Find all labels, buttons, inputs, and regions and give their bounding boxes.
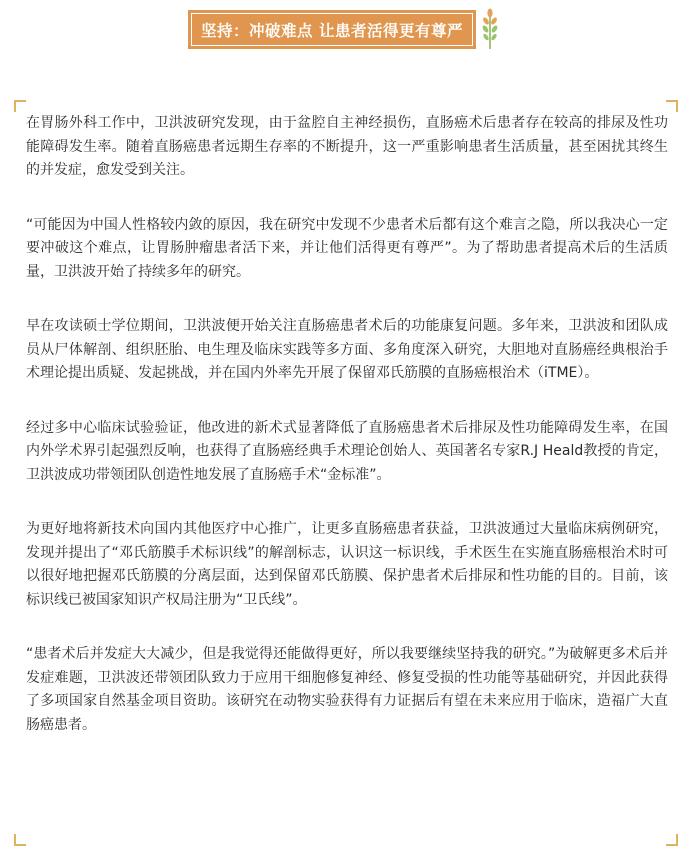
paragraph-3: 早在攻读硕士学位期间，卫洪波便开始关注直肠癌患者术后的功能康复问题。多年来，卫洪波和团队成员从尸体解剖、组织胚胎、电生理及临床实践等多方面、多角度深入研究，大胆地对直肠癌经典根治手术理论提出质疑、发起挑战，并在国内外率先开展了保留邓氏筋膜的直肠癌根治术（iTME）。: [26, 318, 668, 381]
frame-corner-bottom-left: [14, 834, 26, 846]
paragraph-6: “患者术后并发症大大减少，但是我觉得还能做得更好，所以我要继续坚持我的研究。”为破解更多术后并发症难题，卫洪波还带领团队致力于应用干细胞修复神经、修复受损的性功能等基础研究，并因此获得了多项国家自然基金项目资助。该研究在动物实验获得有力证据后有望在未来应用于临床，造福广大直肠癌患者。: [26, 646, 668, 733]
frame-corner-top-right: [666, 100, 678, 112]
paragraph-4: 经过多中心临床试验验证，他改进的新术式显著降低了直肠癌患者术后排尿及性功能障碍发生率，在国内外学术界引起强烈反响，也获得了直肠癌经典手术理论创始人、英国著名专家R.J Heald教授的肯定，卫洪波成功带领团队创造性地发展了直肠癌手术“金标准”。: [26, 419, 668, 483]
wheat-sprig-icon: [479, 8, 501, 50]
paragraph-1: 在胃肠外科工作中，卫洪波研究发现，由于盆腔自主神经损伤，直肠癌术后患者存在较高的排尿及性功能障碍发生率。随着直肠癌患者远期生存率的不断提升，这一严重影响患者生活质量，甚至困扰其终生的并发症，愈发受到关注。: [26, 115, 668, 178]
article-frame: [14, 100, 678, 846]
paragraph-5: 为更好地将新技术向国内其他医疗中心推广，让更多直肠癌患者获益，卫洪波通过大量临床病例研究，发现并提出了“邓氏筋膜手术标识线”的解剖标志，认识这一标识线，手术医生在实施直肠癌根治术时可以很好地把握邓氏筋膜的分离层面，达到保留邓氏筋膜、保护患者术后排尿和性功能的目的。目前，该标识线已被国家知识产权局注册为“卫氏线”。: [26, 521, 668, 608]
frame-corner-bottom-right: [666, 834, 678, 846]
section-title-banner: [188, 10, 476, 49]
paragraph-2: “可能因为中国人性格较内敛的原因，我在研究中发现不少患者术后都有这个难言之隐，所以我决心一定要冲破这个难点，让胃肠肿瘤患者活下来，并让他们活得更有尊严”。为了帮助患者提高术后的生活质量，卫洪波开始了持续多年的研究。: [26, 216, 668, 280]
article-body: [26, 112, 668, 737]
section-title: 坚持：冲破难点 让患者活得更有尊严: [201, 21, 463, 40]
frame-corner-top-left: [14, 100, 26, 112]
